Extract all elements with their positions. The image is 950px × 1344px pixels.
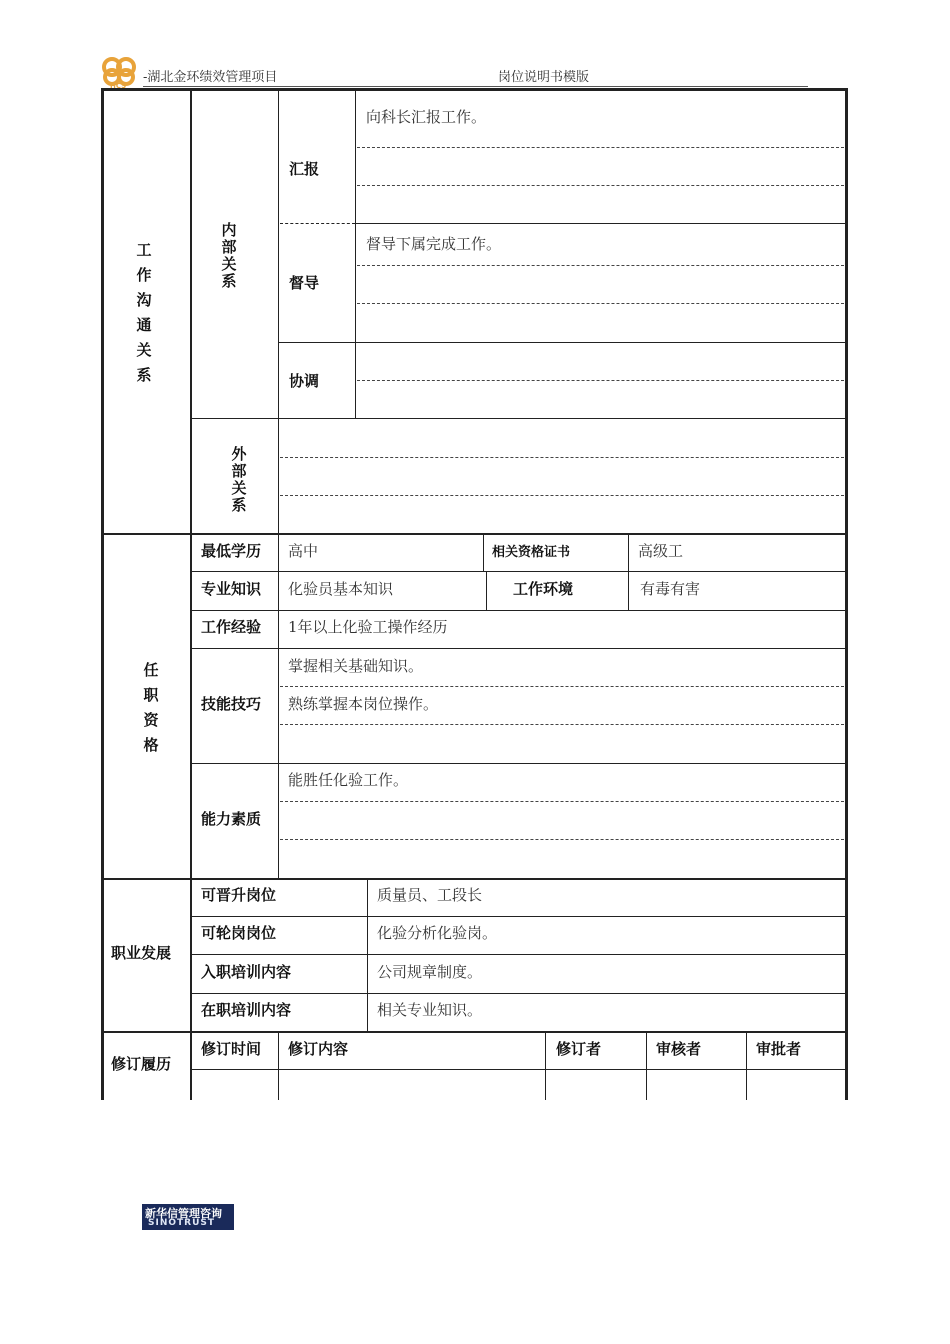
environment-value: 有毒有害 [640,580,701,598]
rule [191,571,845,572]
section-divider [101,878,848,880]
revision-col-header: 修订时间 [201,1040,262,1058]
footer-logo [142,1204,234,1230]
rule [357,265,844,266]
ability-label: 能力素质 [201,810,262,828]
divider [278,88,279,534]
skills-line-2: 熟练掌握本岗位操作。 [288,695,439,713]
career-row-label: 可轮岗岗位 [201,924,277,942]
skills-line-1: 掌握相关基础知识。 [288,657,424,675]
divider [545,1033,546,1100]
rule [357,303,844,304]
internal-relations-label: 内部关系 [221,221,237,290]
rule [191,610,845,611]
report-text: 向科长汇报工作。 [366,108,487,126]
supervise-label: 督导 [289,274,320,292]
rule [357,185,844,186]
header-rule [143,86,808,87]
rule [280,686,844,687]
career-row-label: 入职培训内容 [201,963,292,981]
education-value: 高中 [288,542,319,560]
rule [357,147,844,148]
career-row-value: 化验分析化验岗。 [377,924,498,942]
divider [190,88,192,1100]
rule [280,457,844,458]
ability-line-1: 能胜任化验工作。 [288,771,409,789]
environment-label: 工作环境 [513,580,574,598]
supervise-text: 督导下属完成工作。 [366,235,502,253]
knowledge-value: 化验员基本知识 [288,580,394,598]
company-logo [100,55,140,89]
section-divider [101,533,848,535]
revision-col-header: 修订内容 [288,1040,349,1058]
divider [483,534,484,572]
education-label: 最低学历 [201,542,262,560]
career-row-label: 在职培训内容 [201,1001,292,1019]
skills-label: 技能技巧 [201,695,262,713]
rule [280,495,844,496]
divider [486,572,487,610]
divider [367,880,368,1031]
footer-logo-en: SINOTRUST [148,1218,216,1228]
rule [191,954,845,955]
experience-label: 工作经验 [201,618,262,636]
rule [357,380,844,381]
rule [191,418,845,419]
header-doc-type: 岗位说明书模版 [498,70,590,85]
rule [191,763,845,764]
report-label: 汇报 [289,160,320,178]
rule [280,801,844,802]
career-row-value: 公司规章制度。 [377,963,483,981]
section-revision-label: 修订履历 [111,1055,172,1073]
rule [279,342,845,343]
career-row-label: 可晋升岗位 [201,886,277,904]
divider [746,1033,747,1100]
rule [280,724,844,725]
section-career-label: 职业发展 [111,944,172,962]
section-divider [101,1031,848,1033]
rule [280,839,844,840]
section-qualification-label: 任职资格 [143,661,159,754]
rule [191,916,845,917]
experience-value: 1年以上化验工操作经历 [288,618,448,636]
rule [191,1069,845,1070]
coordinate-label: 协调 [289,372,320,390]
divider [628,534,629,610]
knowledge-label: 专业知识 [201,580,262,598]
footer-logo-cn: 新华信管理咨询 [145,1207,222,1220]
career-row-value: 相关专业知识。 [377,1001,483,1019]
revision-col-header: 审核者 [656,1040,702,1058]
divider [646,1033,647,1100]
header-project: -湖北金环绩效管理项目 [143,70,278,85]
external-relations-label: 外部关系 [231,445,247,514]
rule [191,993,845,994]
career-row-value: 质量员、工段长 [377,886,483,904]
section-communication-label: 工作沟通关系 [136,241,152,384]
logo-text: HCS [110,82,127,90]
revision-col-header: 审批者 [756,1040,802,1058]
certificate-label: 相关资格证书 [492,545,571,560]
divider [278,1033,279,1100]
certificate-value: 高级工 [638,542,684,560]
revision-col-header: 修订者 [556,1040,602,1058]
divider [355,88,356,418]
divider [278,534,279,879]
rule [280,223,355,224]
rule [356,223,845,224]
rule [191,648,845,649]
